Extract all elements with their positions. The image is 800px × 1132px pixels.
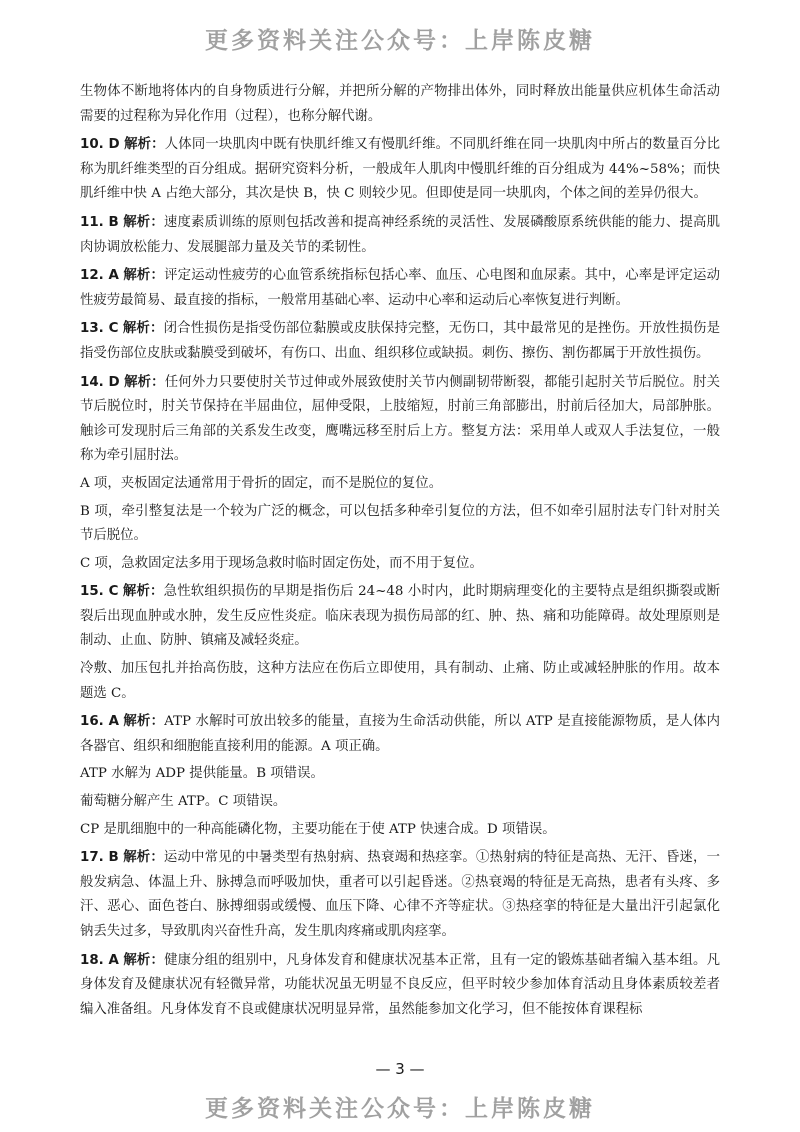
page-number: — 3 — bbox=[375, 1060, 425, 1078]
answer-number: 18. A bbox=[80, 952, 119, 968]
answer-14 bbox=[80, 370, 720, 469]
analysis-label: 解析： bbox=[123, 951, 165, 968]
analysis-label: 解析： bbox=[123, 213, 164, 230]
answer-16-option-c: 葡萄糖分解产生 ATP。C 项错误。 bbox=[80, 794, 287, 810]
analysis-label: 解析： bbox=[123, 849, 164, 866]
answer-text: 急性软组织损伤的早期是指伤后 24~48 小时内，此时期病理变化的主要特点是组织撕裂或断裂后出现血肿或水肿，发生反应性炎症。临床表现为损伤局部的红、肿、热、痛和功能障碍。故处理原则是制动、止血、防肿、镇痛及减轻炎症。 bbox=[80, 584, 721, 649]
answer-number: 12. A bbox=[80, 268, 119, 284]
document-body bbox=[80, 80, 720, 1025]
answer-14-option-b: B 项，牵引整复法是一个较为广泛的概念，可以包括多种牵引复位的方法，但不如牵引屈肘法专门针对肘关节后脱位。 bbox=[80, 503, 720, 544]
answer-number: 13. C bbox=[80, 321, 119, 337]
answer-number: 14. D bbox=[80, 374, 120, 390]
answer-11 bbox=[80, 210, 720, 260]
answer-number: 11. B bbox=[80, 214, 119, 230]
answer-number: 16. A bbox=[80, 714, 119, 730]
watermark-top: 更多资料关注公众号：上岸陈皮糖 bbox=[205, 28, 595, 54]
analysis-label: 解析： bbox=[123, 713, 165, 730]
answer-14-option-a: A 项，夹板固定法通常用于骨折的固定，而不是脱位的复位。 bbox=[80, 475, 443, 491]
answer-12 bbox=[80, 263, 720, 313]
answer-13 bbox=[80, 316, 720, 366]
answer-16-option-d: CP 是肌细胞中的一种高能磷化物，主要功能在于使 ATP 快速合成。D 项错误。 bbox=[80, 821, 556, 837]
analysis-label: 解析： bbox=[122, 583, 164, 600]
answer-16 bbox=[80, 709, 720, 759]
analysis-label: 解析： bbox=[124, 136, 165, 153]
answer-15-extra: 冷敷、加压包扎并抬高伤肢，这种方法应在伤后立即使用，具有制动、止痛、防止或减轻肿胀的作用。故本题选 C。 bbox=[80, 661, 720, 701]
answer-number: 10. D bbox=[80, 137, 120, 153]
analysis-label: 解析： bbox=[123, 267, 165, 284]
answer-15 bbox=[80, 579, 720, 654]
answer-17 bbox=[80, 845, 720, 944]
answer-text: 人体同一块肌肉中既有快肌纤维又有慢肌纤维。不同肌纤维在同一块肌肉中所占的数量百分比称为肌纤维类型的百分组成。据研究资料分析，一般成年人肌肉中慢肌纤维的百分组成为 44%~58%；而快肌纤维中快 A 占绝大部分，其次是快 B，快 C 则较少见。但即使是同一块肌肉，个体之间的差异仍很大。 bbox=[80, 137, 721, 202]
answer-text: 任何外力只要使肘关节过伸或外展致使肘关节内侧副韧带断裂，都能引起肘关节后脱位。肘关节后脱位时，肘关节保持在半屈曲位，屈伸受限，上肢缩短，肘前三角部膨出，肘前后径加大，局部肿胀。触诊可发现肘后三角部的关系发生改变，鹰嘴远移至肘后上方。整复方法：采用单人或双人手法复位，一般称为牵引屈肘法。 bbox=[80, 374, 721, 464]
answer-18 bbox=[80, 948, 720, 1023]
answer-text: 运动中常见的中暑类型有热射病、热衰竭和热痉挛。①热射病的特征是高热、无汗、昏迷，一般发病急、体温上升、脉搏急而呼吸加快，重者可以引起昏迷。②热衰竭的特征是无高热，患者有头疼、多汗、恶心、面色苍白、脉搏细弱或缓慢、血压下降、心律不齐等症状。③热痉挛的特征是大量出汗引起氯化钠丢失过多，导致肌肉兴奋性升高，发生肌肉疼痛或肌肉痉挛。 bbox=[80, 850, 721, 939]
answer-text: 健康分组的组别中，凡身体发育和健康状况基本正常，且有一定的锻炼基础者编入基本组。凡身体发育及健康状况有轻微异常，功能状况虽无明显不良反应，但平时较少参加体育活动且身体素质较差者编入准备组。凡身体发育不良或健康状况明显异常，虽然能参加文化学习，但不能按体育课程标 bbox=[80, 952, 721, 1017]
answer-text: ATP 水解时可放出较多的能量，直接为生命活动供能，所以 ATP 是直接能源物质，是人体内各器官、组织和细胞能直接利用的能源。A 项正确。 bbox=[80, 714, 721, 754]
answer-14-option-c: C 项，急救固定法多用于现场急救时临时固定伤处，而不用于复位。 bbox=[80, 555, 483, 571]
answer-number: 15. C bbox=[80, 584, 119, 600]
analysis-label: 解析： bbox=[124, 373, 165, 390]
answer-text: 评定运动性疲劳的心血管系统指标包括心率、血压、心电图和血尿素。其中，心率是评定运动性疲劳最简易、最直接的指标，一般常用基础心率、运动中心率和运动后心率恢复进行判断。 bbox=[80, 268, 721, 308]
answer-number: 17. B bbox=[80, 850, 119, 866]
intro-paragraph: 生物体不断地将体内的自身物质进行分解，并把所分解的产物排出体外，同时释放出能量供应机体生命活动需要的过程称为异化作用（过程），也称分解代谢。 bbox=[80, 84, 720, 124]
answer-16-option-b: ATP 水解为 ADP 提供能量。B 项错误。 bbox=[80, 766, 324, 782]
answer-text: 速度素质训练的原则包括改善和提高神经系统的灵活性、发展磷酸原系统供能的能力、提高肌肉协调放松能力、发展腿部力量及关节的柔韧性。 bbox=[80, 214, 721, 255]
answer-text: 闭合性损伤是指受伤部位黏膜或皮肤保持完整，无伤口，其中最常见的是挫伤。开放性损伤是指受伤部位皮肤或黏膜受到破坏，有伤口、出血、组织移位或缺损。刺伤、擦伤、割伤都属于开放性损伤。 bbox=[80, 321, 721, 361]
analysis-label: 解析： bbox=[122, 320, 164, 337]
answer-10 bbox=[80, 132, 720, 207]
watermark-bottom: 更多资料关注公众号：上岸陈皮糖 bbox=[205, 1096, 595, 1122]
